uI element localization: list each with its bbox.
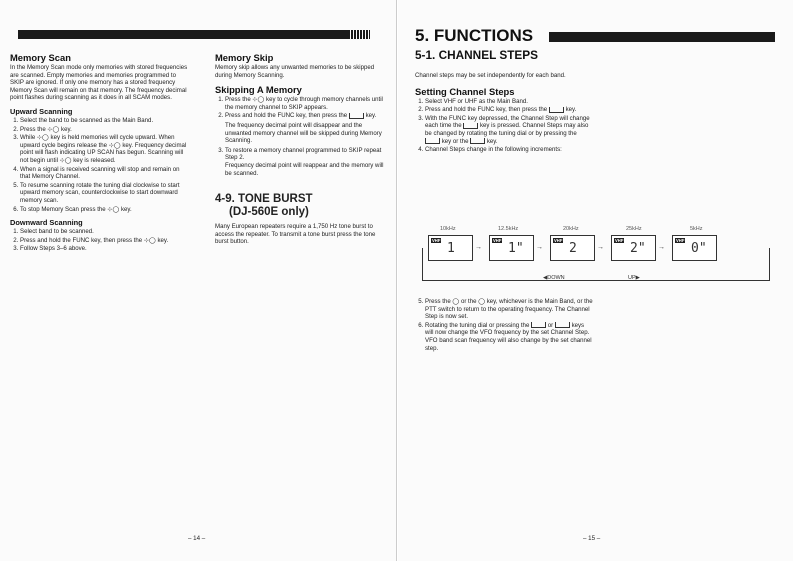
down-key-icon — [470, 138, 485, 144]
setting-step3-text-c: key or the — [441, 137, 469, 145]
step-key-icon — [549, 107, 564, 113]
channel-steps-heading: 5-1. CHANNEL STEPS — [415, 48, 539, 62]
setting-step3-text-b: key is pressed. Channel Steps may also be changed by rotating the tuning dial or by pressing the — [425, 122, 589, 137]
lcd-digits: 2 — [569, 241, 577, 256]
setting-step6-text: Rotating the tuning dial or pressing the — [425, 321, 530, 329]
down-key-icon — [555, 322, 570, 328]
step-rate-label: 10kHz — [440, 226, 456, 232]
upward-steps — [10, 117, 188, 213]
skip-step3-text: To restore a memory channel programmed to SKIP repeat Step 2. — [225, 146, 382, 162]
list-item: 3. While ⊹◯ key is held memories will cycle upward. When upward cycle begins release the ⊹◯ key. Frequency decimal point will flash indicating UP SCAN has begun. Scanning will not begin until ⊹◯ key is released. — [20, 134, 188, 164]
tone-burst-heading — [215, 193, 387, 219]
list-item: 4. Channel Steps change in the following increments: — [425, 146, 593, 154]
memory-scan-intro: In the Memory Scan mode only memories with stored frequencies are scanned. Empty memories and memories programmed to SKIP are ignored. If only one memory has a stored frequency Memory Scan will remain on that memory. The frequency decimal point flashes during scanning as it does in all SCAM modes. — [10, 64, 188, 102]
step-rate-label: 20kHz — [563, 226, 579, 232]
list-item: 5. To resume scanning rotate the tuning dial clockwise to start upward memory scan, counterclockwise to start downward memory scan. — [20, 182, 188, 205]
list-item: 1. Select VHF or UHF as the Main Band. — [425, 98, 593, 106]
page-title: 5. FUNCTIONS — [415, 26, 534, 45]
lcd-digits: 1 — [447, 241, 455, 256]
memory-scan-heading: Memory Scan — [10, 52, 71, 63]
tone-burst-subtitle: (DJ-560E only) — [229, 206, 309, 219]
up-key-icon — [531, 322, 546, 328]
header-bar-ticks — [348, 30, 370, 39]
skip-step2-text: Press and hold the FUNC key, then press the — [225, 112, 348, 120]
list-item: 5. Press the ◯ or the ◯ key, whichever is the Main Band, or the PTT switch to return to the operating frequency. The Channel Step is now set. — [425, 298, 593, 321]
right-column — [215, 52, 387, 249]
upward-scanning-heading: Upward Scanning — [10, 106, 73, 116]
memory-skip-text: Memory skip allows any unwanted memories to be skipped during Memory Scanning. — [215, 64, 375, 79]
cycle-loop-line — [422, 248, 770, 281]
lcd-display — [611, 235, 656, 261]
lcd-display — [672, 235, 717, 261]
skipping-heading: Skipping A Memory — [215, 84, 302, 96]
list-item: 2. Press the ⊹◯ key. — [20, 126, 188, 134]
step-rate-label: 12.5kHz — [498, 226, 519, 232]
tone-burst-text: Many European repeaters require a 1,750 Hz tone burst to access the repeater. To transmit a tone burst press the tone burst button. — [215, 223, 376, 246]
setting-step3-text-d: key. — [486, 137, 498, 145]
step-key-icon — [463, 123, 478, 129]
vhf-tag: VHF — [554, 238, 563, 243]
arrow-right-icon: → — [475, 244, 482, 251]
lcd-display — [550, 235, 595, 261]
lcd-display — [428, 235, 473, 261]
list-item — [225, 112, 387, 144]
lcd-digits: 0" — [691, 241, 707, 256]
setting-step6-text-c: keys will now change the VFO frequency by the set Channel Step. VFO band scan frequency will also change by the set channel step. — [425, 321, 592, 352]
list-item — [225, 147, 387, 177]
list-item: 3. Follow Steps 3–6 above. — [20, 245, 188, 253]
header-bar — [18, 30, 370, 39]
setting-steps-continued — [415, 298, 593, 352]
skip-step3-note: Frequency decimal point will reappear and the memory will be scanned. — [225, 161, 384, 177]
functions-title-block — [415, 27, 775, 45]
step-rate-label: 25kHz — [626, 226, 642, 232]
list-item: 2. Press and hold the FUNC key, then press the ⊹◯ key. — [20, 237, 188, 245]
list-item: 1. Select band to be scanned. — [20, 228, 188, 236]
setting-step2-text: Press and hold the FUNC key, then press the — [425, 106, 548, 114]
setting-steps-heading: Setting Channel Steps — [415, 85, 515, 97]
list-item: 6. To stop Memory Scan press the ⊹◯ key. — [20, 206, 188, 214]
skip-step2-end: key. — [365, 112, 377, 120]
channel-steps-intro: Channel steps may be set independently for each band. — [415, 72, 566, 79]
left-column — [10, 52, 188, 254]
right-page — [398, 0, 793, 561]
tone-burst-title: 4-9. TONE BURST — [215, 193, 313, 206]
lcd-digits: 1" — [508, 241, 524, 256]
down-label: ◀DOWN — [543, 275, 565, 281]
channel-steps-column-continued — [415, 298, 593, 353]
skipping-steps — [215, 96, 387, 177]
list-item — [425, 322, 593, 352]
lcd-digits: 2" — [630, 241, 646, 256]
up-key-icon — [425, 138, 440, 144]
arrow-right-icon: → — [597, 244, 604, 251]
skip-step2-note: The frequency decimal point will disappear and the unwanted memory channel will be skipped during Memory Scanning. — [225, 121, 382, 145]
list-item: 1. Press the ⊹◯ key to cycle through memory channels until the memory channel to SKIP appears. — [225, 96, 387, 111]
step-rate-label: 5kHz — [690, 226, 703, 232]
arrow-right-icon: → — [658, 244, 665, 251]
channel-step-diagram — [428, 226, 768, 288]
list-item — [425, 106, 593, 114]
downward-scanning-heading: Downward Scanning — [10, 218, 83, 228]
channel-steps-column — [415, 72, 593, 155]
vhf-tag: VHF — [493, 238, 502, 243]
setting-steps — [415, 98, 593, 154]
downward-steps — [10, 228, 188, 253]
lcd-display — [489, 235, 534, 261]
up-label: UP▶ — [628, 275, 640, 281]
page-number-right: – 15 – — [583, 535, 601, 542]
list-item — [425, 115, 593, 145]
setting-step6-or: or — [547, 321, 554, 329]
vhf-tag: VHF — [615, 238, 624, 243]
title-bar — [549, 32, 775, 42]
setting-step2-end: key. — [565, 106, 577, 114]
memory-skip-heading: Memory Skip — [215, 52, 274, 63]
list-item: 1. Select the band to be scanned as the Main Band. — [20, 117, 188, 125]
skip-key-icon — [349, 113, 364, 119]
list-item: 4. When a signal is received scanning will stop and remain on that Memory Channel. — [20, 166, 188, 181]
page-number-left: – 14 – — [188, 535, 206, 542]
setting-step3-text: With the FUNC key depressed, the Channel Step will change each time the — [425, 114, 590, 130]
vhf-tag: VHF — [676, 238, 685, 243]
vhf-tag: VHF — [432, 238, 441, 243]
arrow-right-icon: → — [536, 244, 543, 251]
